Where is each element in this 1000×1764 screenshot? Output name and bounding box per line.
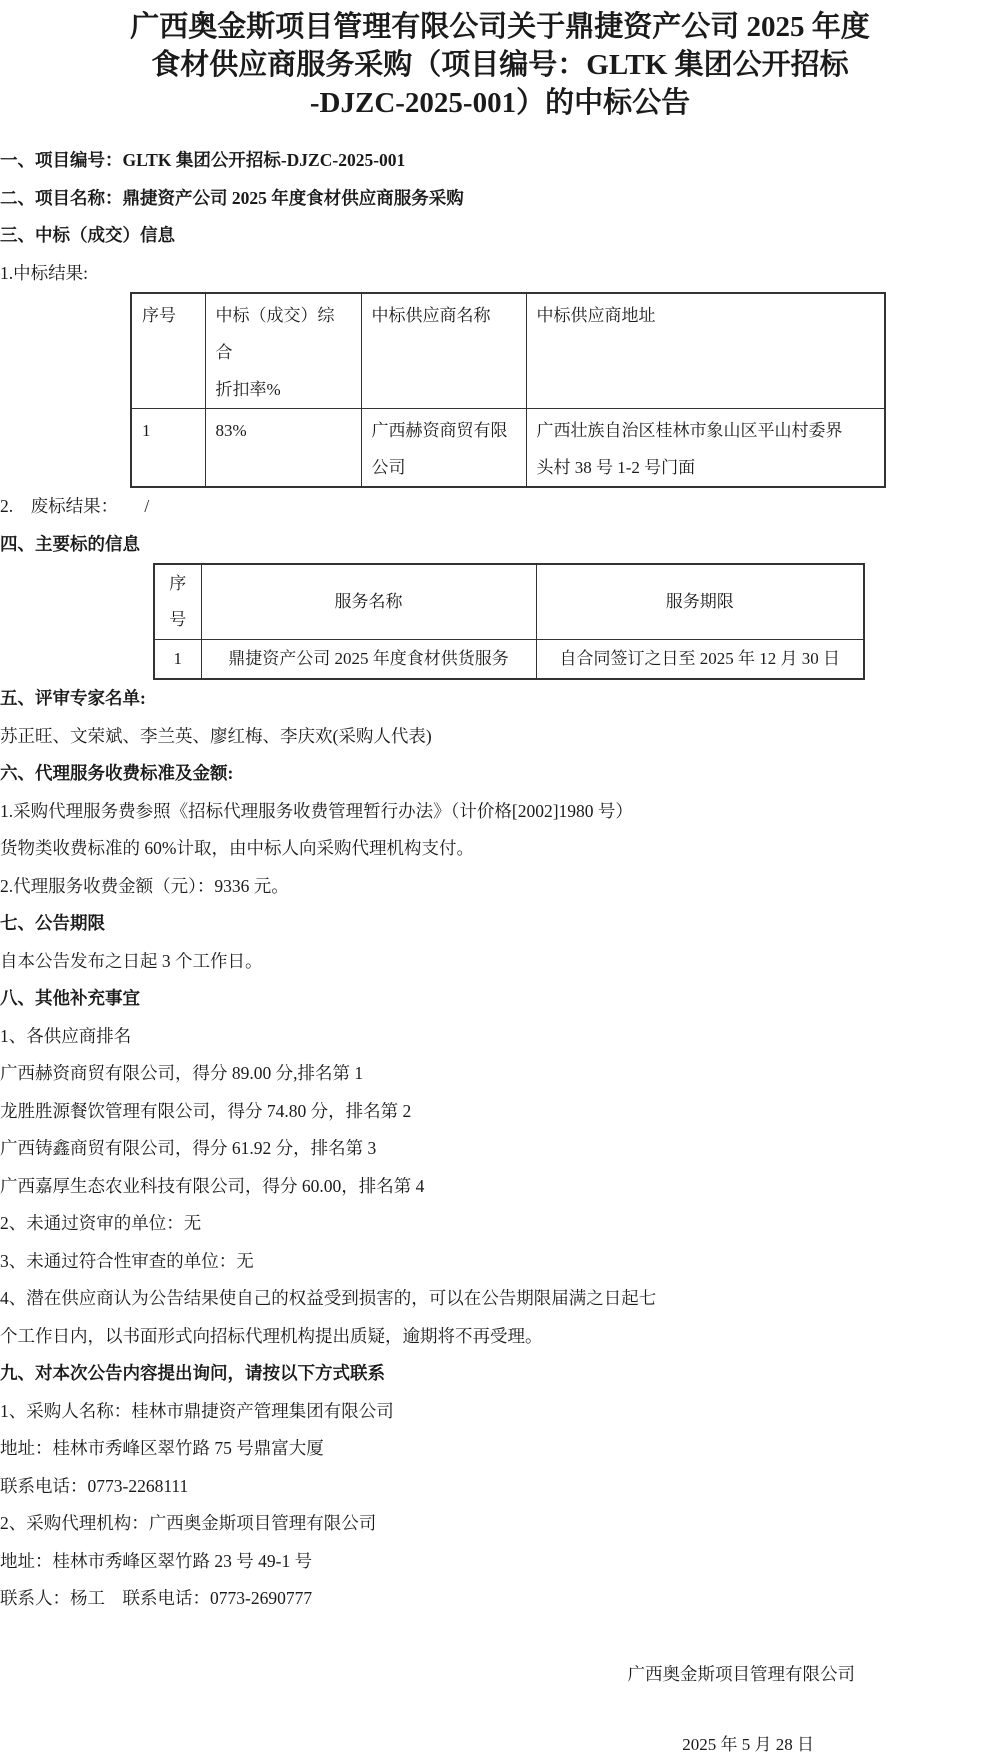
section-agency-fee-heading: 六、代理服务收费标准及金额: (0, 763, 234, 783)
document-title (50, 8, 950, 122)
fee-standard-line2: 货物类收费标准的 60%计取，由中标人向采购代理机构支付。 (0, 838, 474, 858)
header-address-text: 中标供应商地址 (536, 306, 656, 325)
agent-name-line: 2、采购代理机构：广西奥金斯项目管理有限公司 (0, 1513, 377, 1533)
buyer-phone-line: 联系电话：0773-2268111 (0, 1475, 189, 1496)
address-line2: 头村 38 号 1-2 号门面 (536, 458, 696, 477)
rank-line-1: 广西赫资商贸有限公司，得分 89.00 分,排名第 1 (0, 1063, 364, 1083)
header-seq-text: 序号 (142, 306, 176, 325)
award-result-label: 1.中标结果: (0, 262, 88, 283)
subject-info-table (153, 563, 865, 680)
subject-name-value: 鼎捷资产公司 2025 年度食材供货服务 (228, 649, 509, 668)
signature-company: 广西奥金斯项目管理有限公司 (627, 1663, 855, 1684)
agent-contact-line: 联系人：杨工 联系电话：0773-2690777 (0, 1588, 313, 1608)
subject-header-name-text: 服务名称 (334, 592, 403, 611)
section-project-number: 一、项目编号：GLTK 集团公开招标-DJZC-2025-001 (0, 150, 406, 170)
supplier-line2: 公司 (371, 458, 406, 477)
rank-label-line: 1、各供应商排名 (0, 1025, 132, 1046)
section-notice-period-heading: 七、公告期限 (0, 913, 105, 933)
supplier-line1: 广西赫资商贸有限 (371, 421, 508, 440)
section-contact-heading: 九、对本次公告内容提出询问，请按以下方式联系 (0, 1363, 385, 1383)
subject-cell-seq (154, 640, 201, 680)
header-cell-seq (131, 293, 205, 409)
rank-line-4: 广西嘉厚生态农业科技有限公司，得分 60.00，排名第 4 (0, 1175, 425, 1196)
rank-line-3: 广西铸鑫商贸有限公司，得分 61.92 分，排名第 3 (0, 1138, 377, 1158)
objection-line-2: 个工作日内，以书面形式向招标代理机构提出质疑，逾期将不再受理。 (0, 1325, 543, 1346)
header-discount-line1: 中标（成交）综合 (215, 306, 335, 362)
subject-term-value: 自合同签订之日至 2025 年 12 月 30 日 (559, 649, 840, 668)
subject-header-seq-line2: 号 (169, 610, 187, 629)
buyer-address-line: 地址：桂林市秀峰区翠竹路 75 号鼎富大厦 (0, 1438, 324, 1458)
agent-address-line: 地址：桂林市秀峰区翠竹路 23 号 49-1 号 (0, 1550, 313, 1571)
no-qualification-line: 2、未通过资审的单位：无 (0, 1213, 202, 1233)
subject-table-data-row (154, 640, 864, 680)
section-other-heading: 八、其他补充事宜 (0, 988, 140, 1008)
award-table-header-row (131, 293, 885, 409)
header-cell-supplier (361, 293, 526, 409)
cancel-result-line: 2. 废标结果： / (0, 496, 150, 516)
fee-amount-line: 2.代理服务收费金额（元）：9336 元。 (0, 875, 289, 896)
subject-header-seq-line1: 序 (169, 574, 187, 593)
section-project-name: 二、项目名称：鼎捷资产公司 2025 年度食材供应商服务采购 (0, 187, 464, 208)
cell-supplier (361, 409, 526, 488)
subject-seq-value: 1 (173, 649, 182, 668)
subject-cell-name (201, 640, 536, 680)
address-line1: 广西壮族自治区桂林市象山区平山村委界 (536, 421, 843, 440)
subject-header-cell-name (201, 564, 536, 640)
award-table-data-row (131, 409, 885, 488)
subject-cell-term (536, 640, 864, 680)
header-cell-discount (205, 293, 361, 409)
no-conformity-line: 3、未通过符合性审查的单位：无 (0, 1250, 254, 1271)
objection-line-1: 4、潜在供应商认为公告结果使自己的权益受到损害的，可以在公告期限届满之日起七 (0, 1288, 657, 1308)
header-discount-line2: 折扣率% (215, 380, 281, 399)
award-result-table (130, 292, 886, 488)
section-award-info: 三、中标（成交）信息 (0, 225, 175, 245)
header-cell-address (526, 293, 885, 409)
subject-table-header-row (154, 564, 864, 640)
section-main-subject: 四、主要标的信息 (0, 533, 140, 554)
rank-line-2: 龙胜胜源餐饮管理有限公司，得分 74.80 分，排名第 2 (0, 1100, 412, 1121)
section-experts-heading: 五、评审专家名单: (0, 688, 146, 708)
cell-address (526, 409, 885, 488)
fee-standard-line1: 1.采购代理服务费参照《招标代理服务收费管理暂行办法》（计价格[2002]1980 号） (0, 800, 633, 821)
title-line-3: -DJZC-2025-001）的中标公告 (309, 87, 691, 119)
title-line-2: 食材供应商服务采购（项目编号：GLTK 集团公开招标 (151, 49, 849, 81)
discount-value: 83% (215, 421, 247, 440)
buyer-name-line: 1、采购人名称：桂林市鼎捷资产管理集团有限公司 (0, 1400, 394, 1421)
signature-date: 2025 年 5 月 28 日 (682, 1735, 814, 1754)
header-supplier-text: 中标供应商名称 (371, 306, 491, 325)
cell-seq (131, 409, 205, 488)
seq-value: 1 (142, 421, 151, 440)
notice-period-line: 自本公告发布之日起 3 个工作日。 (0, 950, 263, 971)
title-line-1: 广西奥金斯项目管理有限公司关于鼎捷资产公司 2025 年度 (130, 11, 870, 43)
subject-header-cell-seq (154, 564, 201, 640)
cell-discount (205, 409, 361, 488)
subject-header-cell-term (536, 564, 864, 640)
subject-header-term-text: 服务期限 (665, 592, 734, 611)
experts-list: 苏正旺、文荣斌、李兰英、廖红梅、李庆欢(采购人代表) (0, 725, 432, 746)
